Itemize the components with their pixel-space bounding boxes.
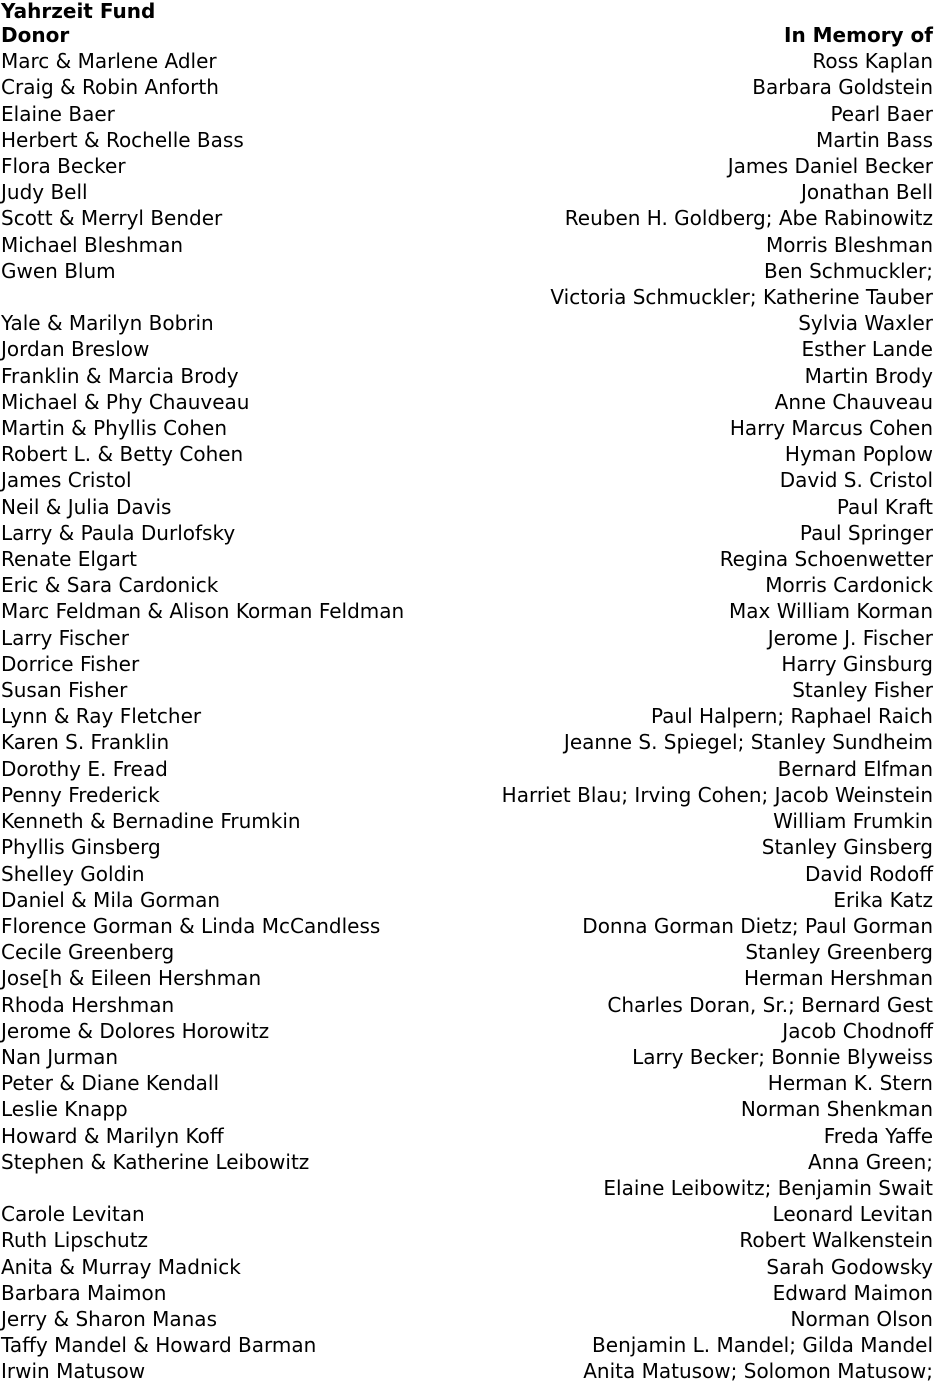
- in-memory-of-names: [773, 808, 933, 834]
- donor-name: Kenneth & Bernadine Frumkin: [1, 809, 301, 834]
- in-memory-of-names: [730, 415, 933, 441]
- memory-name-line: Pearl Baer: [830, 101, 933, 126]
- in-memory-of-names: [762, 834, 933, 860]
- donor-column-header: Donor: [1, 23, 70, 47]
- memory-name-line: Morris Bleshman: [765, 232, 933, 257]
- memory-name-line: Morris Cardonick: [765, 573, 933, 598]
- donation-row: [0, 1254, 933, 1280]
- memory-name-line: Max William Korman: [728, 599, 933, 624]
- donor-name: Flora Becker: [1, 154, 126, 179]
- memory-name-line: Paul Halpern; Raphael Raich: [650, 704, 933, 729]
- donation-row: [0, 651, 933, 677]
- in-memory-of-names: [801, 336, 933, 362]
- memory-name-line: Jacob Chodnoff: [782, 1018, 933, 1043]
- donation-row: [0, 258, 933, 310]
- in-memory-of-names: [805, 363, 933, 389]
- donation-row: [0, 1332, 933, 1358]
- in-memory-of-names: [791, 1306, 933, 1332]
- memory-name-line: Leonard Levitan: [772, 1202, 933, 1227]
- donation-row: [0, 336, 933, 362]
- in-memory-of-names: [768, 1070, 933, 1096]
- memory-name-line: Herman Hershman: [743, 966, 933, 991]
- donor-name: Susan Fisher: [1, 678, 128, 703]
- donor-name: Elaine Baer: [1, 101, 115, 126]
- donation-row: [0, 48, 933, 74]
- in-memory-of-names: [812, 48, 933, 74]
- donation-row: [0, 887, 933, 913]
- in-memory-of-names: [785, 441, 933, 467]
- donation-row: [0, 756, 933, 782]
- memory-name-line: David Rodoff: [804, 861, 933, 886]
- donation-row: [0, 782, 933, 808]
- donor-name: Barbara Maimon: [1, 1280, 167, 1305]
- memory-name-line: Norman Shenkman: [740, 1097, 933, 1122]
- donation-row: [0, 965, 933, 991]
- in-memory-of-names: [632, 1044, 933, 1070]
- donation-row: [0, 1227, 933, 1253]
- donation-row: [0, 546, 933, 572]
- in-memory-of-names: [592, 1332, 933, 1358]
- memory-name-line: Esther Lande: [801, 337, 933, 362]
- memory-name-line: Reuben H. Goldberg; Abe Rabinowitz: [564, 206, 933, 231]
- memory-name-line: Sarah Godowsky: [766, 1254, 933, 1279]
- in-memory-of-names: [565, 205, 933, 231]
- donation-row: [0, 232, 933, 258]
- donor-name: Neil & Julia Davis: [1, 494, 172, 519]
- memory-name-line: Anita Matusow; Solomon Matusow;: [583, 1359, 933, 1384]
- in-memory-of-names: [833, 887, 933, 913]
- donation-row: [0, 598, 933, 624]
- memory-name-line: Jonathan Bell: [800, 180, 933, 205]
- memory-name-line: Stanley Greenberg: [745, 940, 933, 965]
- in-memory-of-column-header: In Memory of: [784, 23, 933, 47]
- donation-row: [0, 520, 933, 546]
- in-memory-of-names: [550, 258, 933, 310]
- donor-name: Peter & Diane Kendall: [1, 1071, 220, 1096]
- donor-name: Michael Bleshman: [1, 232, 184, 257]
- donor-name: Larry Fischer: [1, 625, 129, 650]
- in-memory-of-names: [780, 467, 933, 493]
- donor-name: Eric & Sara Cardonick: [1, 573, 219, 598]
- memory-name-line: William Frumkin: [773, 809, 933, 834]
- donation-row: [0, 1358, 933, 1384]
- donor-name: Daniel & Mila Gorman: [1, 887, 221, 912]
- in-memory-of-names: [773, 1201, 933, 1227]
- in-memory-of-names: [830, 101, 933, 127]
- memory-name-line: Ben Schmuckler;: [764, 258, 933, 283]
- donation-row: [0, 572, 933, 598]
- donation-row: [0, 1280, 933, 1306]
- memory-name-line: Charles Doran, Sr.; Bernard Gest: [607, 992, 933, 1017]
- donor-name: Renate Elgart: [1, 547, 137, 572]
- donor-name: Leslie Knapp: [1, 1097, 128, 1122]
- donor-name: Martin & Phyllis Cohen: [1, 416, 227, 441]
- donation-row: [0, 1306, 933, 1332]
- in-memory-of-names: [752, 74, 933, 100]
- in-memory-of-names: [775, 389, 933, 415]
- in-memory-of-names: [782, 1018, 933, 1044]
- donation-row: [0, 625, 933, 651]
- in-memory-of-names: [805, 861, 933, 887]
- in-memory-of-names: [603, 1149, 933, 1201]
- memory-name-line: Harry Marcus Cohen: [729, 416, 933, 441]
- in-memory-of-names: [781, 651, 933, 677]
- memory-name-line: Barbara Goldstein: [752, 75, 933, 100]
- in-memory-of-names: [773, 1280, 933, 1306]
- donation-row: [0, 101, 933, 127]
- in-memory-of-names: [801, 179, 933, 205]
- memory-name-line: Victoria Schmuckler; Katherine Tauber: [550, 285, 933, 310]
- in-memory-of-names: [728, 153, 933, 179]
- memory-name-line: Anna Green;: [808, 1149, 933, 1174]
- donation-row: [0, 808, 933, 834]
- donation-row: [0, 74, 933, 100]
- memory-name-line: Stanley Fisher: [792, 678, 933, 703]
- donor-name: Stephen & Katherine Leibowitz: [1, 1149, 310, 1174]
- memory-name-line: Norman Olson: [790, 1306, 933, 1331]
- memory-name-line: Martin Brody: [804, 363, 933, 388]
- donor-name: Marc Feldman & Alison Korman Feldman: [1, 599, 405, 624]
- donor-name: Craig & Robin Anforth: [1, 75, 219, 100]
- memory-name-line: Regina Schoenwetter: [719, 547, 933, 572]
- donor-name: Gwen Blum: [1, 258, 116, 283]
- donor-name: Irwin Matusow: [1, 1359, 146, 1384]
- memory-name-line: Donna Gorman Dietz; Paul Gorman: [582, 913, 933, 938]
- in-memory-of-names: [741, 1096, 933, 1122]
- donor-name: Yale & Marilyn Bobrin: [1, 311, 214, 336]
- donation-row: [0, 1123, 933, 1149]
- memory-name-line: Sylvia Waxler: [798, 311, 933, 336]
- donation-row: [0, 834, 933, 860]
- donor-name: Cecile Greenberg: [1, 940, 175, 965]
- in-memory-of-names: [837, 494, 933, 520]
- donor-name: Herbert & Rochelle Bass: [1, 127, 244, 152]
- donor-name: Lynn & Ray Fletcher: [1, 704, 202, 729]
- memory-name-line: Harry Ginsburg: [781, 651, 933, 676]
- memory-name-line: Paul Springer: [799, 520, 933, 545]
- donation-row: [0, 467, 933, 493]
- in-memory-of-names: [798, 310, 933, 336]
- donation-row: [0, 729, 933, 755]
- in-memory-of-names: [778, 756, 933, 782]
- donor-name: Judy Bell: [1, 180, 88, 205]
- memory-name-line: Edward Maimon: [772, 1280, 933, 1305]
- in-memory-of-names: [582, 913, 933, 939]
- donor-name: Marc & Marlene Adler: [1, 49, 217, 74]
- donation-row: [0, 389, 933, 415]
- donation-row: [0, 1070, 933, 1096]
- donation-row: [0, 1149, 933, 1201]
- donation-row: [0, 677, 933, 703]
- donation-row: [0, 913, 933, 939]
- donor-name: Robert L. & Betty Cohen: [1, 442, 244, 467]
- donor-name: Jose[h & Eileen Hershman: [1, 966, 262, 991]
- donor-name: Dorothy E. Fread: [1, 756, 168, 781]
- memory-name-line: Anne Chauveau: [774, 389, 933, 414]
- memory-name-line: Ross Kaplan: [812, 49, 933, 74]
- memory-name-line: James Daniel Becker: [727, 154, 933, 179]
- donor-name: Florence Gorman & Linda McCandless: [1, 913, 381, 938]
- donation-row: [0, 179, 933, 205]
- memory-name-line: Benjamin L. Mandel; Gilda Mandel: [592, 1333, 933, 1358]
- in-memory-of-names: [766, 1254, 933, 1280]
- donor-name: Rhoda Hershman: [1, 992, 175, 1017]
- in-memory-of-names: [729, 598, 933, 624]
- memory-name-line: Hyman Poplow: [784, 442, 933, 467]
- donation-row: [0, 861, 933, 887]
- donation-row: [0, 1018, 933, 1044]
- donation-row: [0, 363, 933, 389]
- in-memory-of-names: [792, 677, 933, 703]
- in-memory-of-names: [720, 546, 933, 572]
- memory-name-line: Freda Yaffe: [823, 1123, 933, 1148]
- donor-name: Nan Jurman: [1, 1044, 119, 1069]
- donor-name: Carole Levitan: [1, 1202, 145, 1227]
- memory-name-line: Larry Becker; Bonnie Blyweiss: [632, 1044, 933, 1069]
- column-header-row: [0, 22, 933, 48]
- memory-name-line: Elaine Leibowitz; Benjamin Swait: [603, 1175, 933, 1200]
- donor-name: Dorrice Fisher: [1, 651, 140, 676]
- donor-name: Howard & Marilyn Koff: [1, 1123, 224, 1148]
- donor-name: Anita & Murray Madnick: [1, 1254, 241, 1279]
- memory-name-line: Harriet Blau; Irving Cohen; Jacob Weinstein: [501, 782, 933, 807]
- in-memory-of-names: [502, 782, 933, 808]
- in-memory-of-names: [766, 232, 933, 258]
- memory-name-line: Erika Katz: [833, 887, 933, 912]
- donor-name: Scott & Merryl Bender: [1, 206, 223, 231]
- donor-name: Taffy Mandel & Howard Barman: [1, 1333, 317, 1358]
- in-memory-of-names: [651, 703, 933, 729]
- donation-row: [0, 494, 933, 520]
- donation-row: [0, 441, 933, 467]
- in-memory-of-names: [745, 939, 933, 965]
- donor-name: Jerome & Dolores Horowitz: [1, 1018, 270, 1043]
- donor-name: Jordan Breslow: [1, 337, 150, 362]
- donation-row: [0, 1044, 933, 1070]
- donation-row: [0, 153, 933, 179]
- donation-row: [0, 127, 933, 153]
- donor-name: Michael & Phy Chauveau: [1, 389, 250, 414]
- in-memory-of-names: [607, 992, 933, 1018]
- donation-row: [0, 205, 933, 231]
- memory-name-line: Robert Walkenstein: [739, 1228, 933, 1253]
- memory-name-line: Jeanne S. Spiegel; Stanley Sundheim: [563, 730, 933, 755]
- donation-row: [0, 939, 933, 965]
- donor-name: Penny Frederick: [1, 782, 160, 807]
- donation-row: [0, 310, 933, 336]
- donor-name: Phyllis Ginsberg: [1, 835, 161, 860]
- memory-name-line: Jerome J. Fischer: [767, 625, 933, 650]
- donor-name: Larry & Paula Durlofsky: [1, 520, 236, 545]
- in-memory-of-names: [816, 127, 933, 153]
- in-memory-of-names: [800, 520, 933, 546]
- memory-name-line: Martin Bass: [816, 127, 933, 152]
- donor-name: James Cristol: [1, 468, 132, 493]
- in-memory-of-names: [739, 1227, 933, 1253]
- donor-name: Shelley Goldin: [1, 861, 145, 886]
- donor-name: Karen S. Franklin: [1, 730, 170, 755]
- donor-name: Ruth Lipschutz: [1, 1228, 149, 1253]
- in-memory-of-names: [824, 1123, 933, 1149]
- memory-name-line: Herman K. Stern: [767, 1071, 933, 1096]
- donation-row: [0, 1096, 933, 1122]
- memory-name-line: Paul Kraft: [836, 494, 933, 519]
- document-title: Yahrzeit Fund: [1, 0, 156, 23]
- donor-name: Jerry & Sharon Manas: [1, 1306, 217, 1331]
- in-memory-of-names: [768, 625, 933, 651]
- in-memory-of-names: [564, 729, 933, 755]
- donation-list: [0, 48, 934, 1384]
- donor-name: Franklin & Marcia Brody: [1, 363, 239, 388]
- in-memory-of-names: [583, 1358, 933, 1384]
- donation-row: [0, 1201, 933, 1227]
- memory-name-line: Bernard Elfman: [777, 756, 933, 781]
- donation-row: [0, 703, 933, 729]
- in-memory-of-names: [744, 965, 933, 991]
- donation-row: [0, 992, 933, 1018]
- donation-row: [0, 415, 933, 441]
- memory-name-line: David S. Cristol: [779, 468, 933, 493]
- in-memory-of-names: [765, 572, 933, 598]
- memory-name-line: Stanley Ginsberg: [761, 835, 933, 860]
